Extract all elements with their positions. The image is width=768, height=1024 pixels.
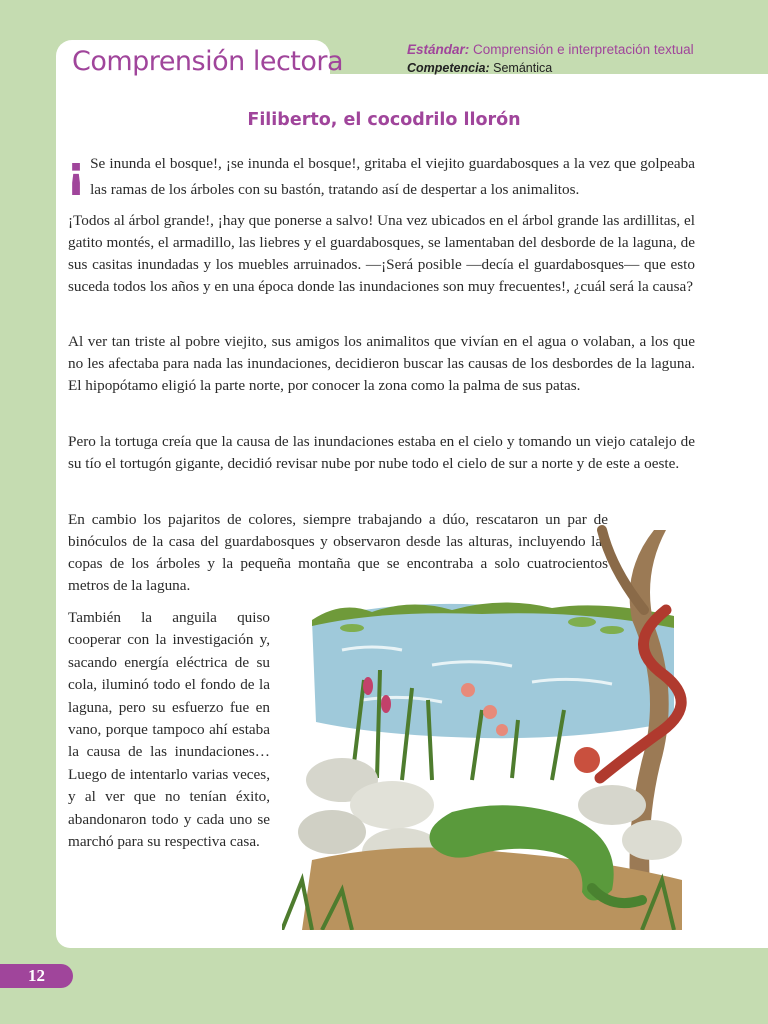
section-title: Comprensión lectora [72,46,344,77]
paragraph-1 [66,147,695,203]
competence-label: Competencia: [407,61,490,75]
rock [298,810,366,854]
pink-flower [496,724,508,736]
snake-head [574,747,600,773]
rock [578,785,646,825]
paragraph-4: Pero la tortuga creía que la causa de las inundaciones estaba en el cielo y tomando un viejo catalejo de su tío el tortugón gigante, decidió revisar nube por nube todo el cielo de sur a norte y de este a oeste. [68,433,695,472]
standard-value: Comprensión e interpretación textual [469,42,694,57]
paragraph-2: ¡Todos al árbol grande!, ¡hay que ponerse a salvo! Una vez ubicados en el árbol grande las ardillitas, el gatito montés, el armadillo, las liebres y el guardabosques, se lamentaban del desborde de la laguna, de sus casitas inundadas y los muebles arruinados. —¡Será posible —decía el guardabosques— que esto suceda todos los años y en una época donde las inundaciones son muy frecuentes!, ¿cuál será la causa? [68,212,695,295]
paragraph-1-text: Se inunda el bosque!, ¡se inunda el bosque!, gritaba el viejito guardabosques a la vez que golpeaba las ramas de los árboles con su bastón, tratando así de despertar a los animalitos. [90,155,695,198]
paragraph-3: Al ver tan triste al pobre viejito, sus amigos los animalitos que vivían en el agua o volaban, a los que no les afectaba para nada las inundaciones, decidieron buscar las causas de los desbordes de la laguna. El hipopótamo eligió la parte norte, por conocer la zona como la palma de sus patas. [68,333,695,394]
competence-line [407,61,552,75]
lily-pad [568,617,596,627]
rock [350,781,434,829]
standard-line [407,42,694,57]
story-title: Filiberto, el cocodrilo llorón [247,110,521,130]
pink-flower [483,705,497,719]
muddy-ground [302,848,682,931]
lily-pad [600,626,624,634]
pink-flower [381,695,391,713]
pink-flower [461,683,475,697]
lagoon-crocodile-illustration [282,460,704,930]
paragraph-6: También la anguila quiso cooperar con la investigación y, sacando energía eléctrica de su cola, iluminó todo el fondo de la laguna, pero su esfuerzo fue en vano, porque tampoco ahí estaba la causa de las inundaciones… Luego de intentarlo varias veces, y al ver que no tenían éxito, abandonaron todo y cada uno se marchó para su respectiva casa. [68,609,270,851]
drop-cap: ¡ [66,147,87,198]
paragraph-5: En cambio los pajaritos de colores, siempre trabajando a dúo, rescataron un par de binóculos de la casa del guardabosques y observaron desde las alturas, incluyendo las copas de los árboles y la pequeña montaña que se encontraba a solo cuatrocientos metros de la laguna. [68,511,608,594]
lily-pad [340,624,364,632]
page-number: 12 [28,966,45,985]
competence-value: Semántica [489,61,553,75]
standard-label: Estándar: [407,42,470,57]
pink-flower [363,677,373,695]
rock [622,820,682,860]
